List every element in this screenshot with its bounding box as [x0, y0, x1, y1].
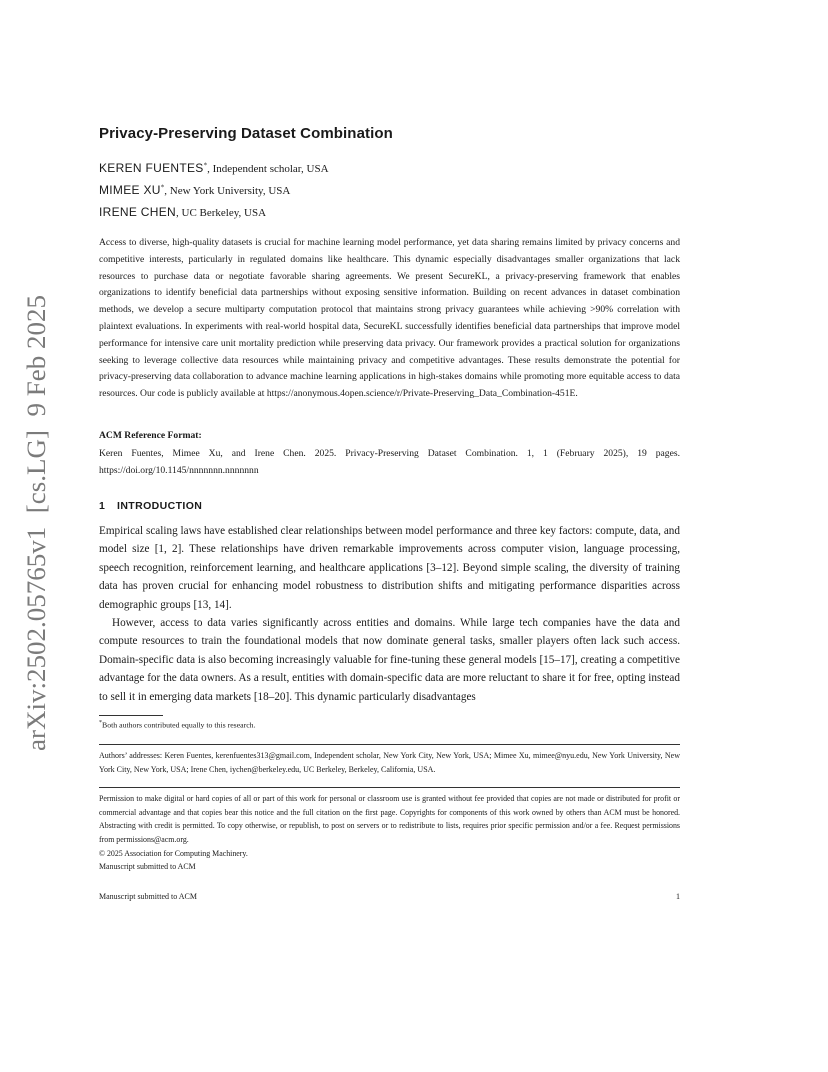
- author-affiliation: , UC Berkeley, USA: [176, 207, 267, 219]
- footnote-mark: *: [99, 720, 102, 726]
- divider: [99, 744, 680, 745]
- author-mark: *: [160, 183, 165, 192]
- footnote: [99, 720, 256, 730]
- author-affiliation: , New York University, USA: [164, 185, 291, 197]
- permission-notice: Permission to make digital or hard copies of all or part of this work for personal or classroom use is granted without fee provided that copies are not made or distributed for profit or commercial advantage and that copies bear this notice and the full citation on the first page. Copyrights for components of this work owned by others than ACM must be honored. Abstracting with credit is permitted. To copy otherwise, or republish, to post on servers or to redistribute to lists, requires prior specific permission and/or a fee. Request permissions from permissions@acm.org.: [99, 794, 680, 844]
- author-mark: *: [203, 161, 208, 170]
- author-line: [99, 205, 266, 219]
- author-affiliation: , Independent scholar, USA: [207, 163, 329, 175]
- author-name: IRENE CHEN: [99, 205, 177, 219]
- section-title: INTRODUCTION: [117, 500, 203, 512]
- introduction-body: [99, 522, 680, 706]
- body-paragraph: However, access to data varies significantly across entities and domains. While large tech companies have the data and compute resources to train the foundational models that now dominate general tasks, smaller players often lack such access. Domain-specific data is also becoming increasingly valuable for fine-tuning these general models [15–17], creating a competitive advantage for the data owners. As a result, entities with domain-specific data are more reluctant to share it for free, opting instead to sell it in emerging data markets [18–20]. This dynamic particularly disadvantages: [99, 617, 680, 703]
- arxiv-identifier-stamp: [14, 293, 54, 753]
- footnote-rule: [99, 715, 163, 716]
- author-addresses: Authors’ addresses: Keren Fuentes, kerenfuentes313@gmail.com, Independent scholar, New York City, New York, USA; Mimee Xu, mimee@nyu.edu, New York University, New York City, New York, USA; Irene Chen, iychen@berkeley.edu, UC Berkeley, Berkeley, California, USA.: [99, 751, 680, 774]
- arxiv-id-text: arXiv:2502.05765v1 [cs.LG] 9 Feb 2025: [22, 311, 51, 751]
- copyright-line: © 2025 Association for Computing Machinery.: [99, 849, 248, 858]
- author-line: [99, 161, 329, 175]
- acm-reference-text: Keren Fuentes, Mimee Xu, and Irene Chen. 2025. Privacy-Preserving Dataset Combination. 1, 1 (February 2025), 19 pages. https://doi.org/10.1145/nnnnnnn.nnnnnnn: [99, 448, 680, 476]
- abstract: Access to diverse, high-quality datasets is crucial for machine learning model performance, yet data sharing remains limited by privacy concerns and competitive interests, particularly in regulated domains like healthcare. This dynamic especially disadvantages smaller organizations that lack resources to purchase data or negotiate favorable sharing agreements. We present SecureKL, a privacy-preserving framework that enables organizations to identify beneficial data partnerships without exposing sensitive information. Building on recent advances in dataset combination methods, we develop a secure multiparty computation protocol that maintains strong privacy guarantees while achieving >90% correlation with plaintext evaluations. In experiments with real-world hospital data, SecureKL successfully identifies beneficial data partnerships that improve model performance for intensive care unit mortality prediction while preserving data privacy. Our framework provides a practical solution for organizations seeking to leverage collective data resources while maintaining privacy and competitive advantages. These results demonstrate the potential for privacy-preserving data collaboration to advance machine learning applications in high-stakes domains while promoting more equitable access to data resources. Our code is publicly available at https://anonymous.4open.science/r/Private-Preserving_Data_Combination-451E.: [99, 237, 680, 400]
- section-heading: [99, 500, 202, 512]
- footnote-text: Both authors contributed equally to this research.: [102, 720, 256, 730]
- paper-title: Privacy-Preserving Dataset Combination: [99, 125, 393, 142]
- author-name: KEREN FUENTES: [99, 161, 204, 175]
- author-line: [99, 183, 290, 197]
- footer-left-text: Manuscript submitted to ACM: [99, 892, 197, 901]
- body-paragraph: Empirical scaling laws have established clear relationships between model performance and three key factors: compute, data, and model size [1, 2]. These relationships have driven remarkable improvements across computer vision, language processing, speech recognition, reinforcement learning, and healthcare applications [3–12]. Beyond simple scaling, the diversity of training data has proven crucial for enhancing model robustness to distribution shifts and mitigating performance disparities across demographic groups [13, 14].: [99, 525, 680, 611]
- manuscript-note: Manuscript submitted to ACM: [99, 862, 196, 871]
- acm-reference-label: ACM Reference Format:: [99, 430, 202, 441]
- divider: [99, 787, 680, 788]
- page-number: 1: [676, 892, 680, 901]
- page-footer: [99, 892, 680, 901]
- section-number: 1: [99, 500, 106, 512]
- author-name: MIMEE XU: [99, 183, 161, 197]
